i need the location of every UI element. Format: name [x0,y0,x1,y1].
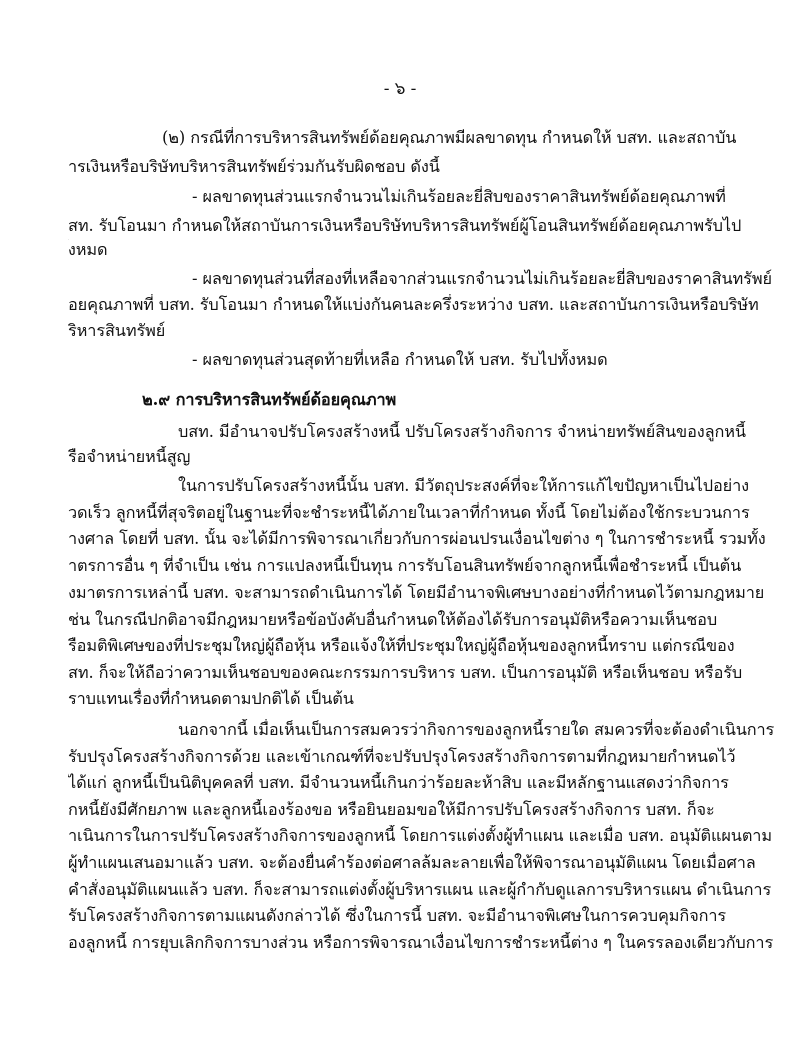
paragraph-line: ช่น ในกรณีปกติอาจมีกฎหมายหรือข้อบังคับอื่นกำหนดให้ต้องได้รับการอนุมัติหรือความเห็นชอบ [68,610,718,629]
paragraph-line: รือจำหน่ายหนี้สูญ [68,447,191,466]
paragraph-line: วดเร็ว ลูกหนี้ที่สุจริตอยู่ในฐานะที่จะชำระหนี้ได้ภายในเวลาที่กำหนด ทั้งนี้ โดยไม่ต้องใช้กระบวนการ [68,503,750,522]
paragraph-line: องลูกหนี้ การยุบเลิกกิจการบางส่วน หรือการพิจารณาเงื่อนไขการชำระหนี้ต่าง ๆ ในครรลองเดียวกับการ [68,933,774,952]
paragraph-line: งมาตรการเหล่านี้ บสท. จะสามารถดำเนินการได้ โดยมีอำนาจพิเศษบางอย่างที่กำหนดไว้ตามกฎหมาย [68,583,765,602]
paragraph-line: ในการปรับโครงสร้างหนี้นั้น บสท. มีวัตถุประสงค์ที่จะให้การแก้ไขปัญหาเป็นไปอย่าง [178,476,749,495]
paragraph-line: - ผลขาดทุนส่วนที่สองที่เหลือจากส่วนแรกจำนวนไม่เกินร้อยละยี่สิบของราคาสินทรัพย์ [192,269,772,288]
paragraph-line: รับปรุงโครงสร้างกิจการด้วย และเข้าเกณฑ์ที่จะปรับปรุงโครงสร้างกิจการตามที่กฎหมายกำหนดไว้ [68,747,736,766]
paragraph-line: - ผลขาดทุนส่วนแรกจำนวนไม่เกินร้อยละยี่สิบของราคาสินทรัพย์ด้อยคุณภาพที่ [192,187,726,206]
paragraph-line: - ผลขาดทุนส่วนสุดท้ายที่เหลือ กำหนดให้ บสท. รับไปทั้งหมด [192,350,608,369]
paragraph-line: ำเนินการในการปรับโครงสร้างกิจการของลูกหนี้ โดยการแต่งตั้งผู้ทำแผน และเมื่อ บสท. อนุมัติแผนตาม [68,826,772,845]
paragraph-line: สท. รับโอนมา กำหนดให้สถาบันการเงินหรือบริษัทบริหารสินทรัพย์ผู้โอนสินทรัพย์ด้อยคุณภาพรับไป [68,216,742,235]
paragraph-line: นอกจากนี้ เมื่อเห็นเป็นการสมควรว่ากิจการของลูกหนี้รายใด สมควรที่จะต้องดำเนินการ [178,720,775,739]
section-heading: ๒.๙ การบริหารสินทรัพย์ด้อยคุณภาพ [142,390,397,409]
paragraph-line: สท. ก็จะให้ถือว่าความเห็นชอบของคณะกรรมการบริหาร บสท. เป็นการอนุมัติ หรือเห็นชอบ หรือรับ [68,663,743,682]
paragraph-line: (๒) กรณีที่การบริหารสินทรัพย์ด้อยคุณภาพมีผลขาดทุน กำหนดให้ บสท. และสถาบัน [162,128,737,147]
paragraph-line: ผู้ทำแผนเสนอมาแล้ว บสท. จะต้องยื่นคำร้องต่อศาลล้มละลายเพื่อให้พิจารณาอนุมัติแผน โดยเมื่อศาล [68,853,756,872]
paragraph-line: บสท. มีอำนาจปรับโครงสร้างหนี้ ปรับโครงสร้างกิจการ จำหน่ายทรัพย์สินของลูกหนี้ [178,422,746,441]
paragraph-line: รับโครงสร้างกิจการตามแผนดังกล่าวได้ ซึ่งในการนี้ บสท. จะมีอำนาจพิเศษในการควบคุมกิจการ [68,906,727,925]
paragraph-line: างศาล โดยที่ บสท. นั้น จะได้มีการพิจารณาเกี่ยวกับการผ่อนปรนเงื่อนไขต่าง ๆ ในการชำระหนี้ รวมทั้ง [68,529,766,548]
paragraph-line: ได้แก่ ลูกหนี้เป็นนิติบุคคลที่ บสท. มีจำนวนหนี้เกินกว่าร้อยละห้าสิบ และมีหลักฐานแสดงว่ากิจการ [68,773,729,792]
paragraph-line: ราบแทนเรื่องที่กำหนดตามปกติได้ เป็นต้น [68,689,354,708]
paragraph-line: ั้งหมด [68,240,108,259]
paragraph-line: ริหารสินทรัพย์ [68,321,166,340]
paragraph-line: รือมติพิเศษของที่ประชุมใหญ่ผู้ถือหุ้น หรือแจ้งให้ที่ประชุมใหญ่ผู้ถือหุ้นของลูกหนี้ทราบ แต่กรณีของ [68,636,735,655]
paragraph-line: อยคุณภาพที่ บสท. รับโอนมา กำหนดให้แบ่งกันคนละครึ่งระหว่าง บสท. และสถาบันการเงินหรือบริษัท [68,295,759,314]
paragraph-line: ารเงินหรือบริษัทบริหารสินทรัพย์ร่วมกันรับผิดชอบ ดังนี้ [68,157,440,176]
paragraph-line: าตรการอื่น ๆ ที่จำเป็น เช่น การแปลงหนี้เป็นทุน การรับโอนสินทรัพย์จากลูกหนี้เพื่อชำระหนี้ เป็นต้น [68,556,742,575]
page-number: - ๖ - [383,79,417,99]
paragraph-line: กหนี้ยังมีศักยภาพ และลูกหนี้เองร้องขอ หรือยินยอมขอให้มีการปรับโครงสร้างกิจการ บสท. ก็จะ [68,800,715,819]
paragraph-line: คำสั่งอนุมัติแผนแล้ว บสท. ก็จะสามารถแต่งตั้งผู้บริหารแผน และผู้กำกับดูแลการบริหารแผน ดำเนินการ [68,880,772,899]
